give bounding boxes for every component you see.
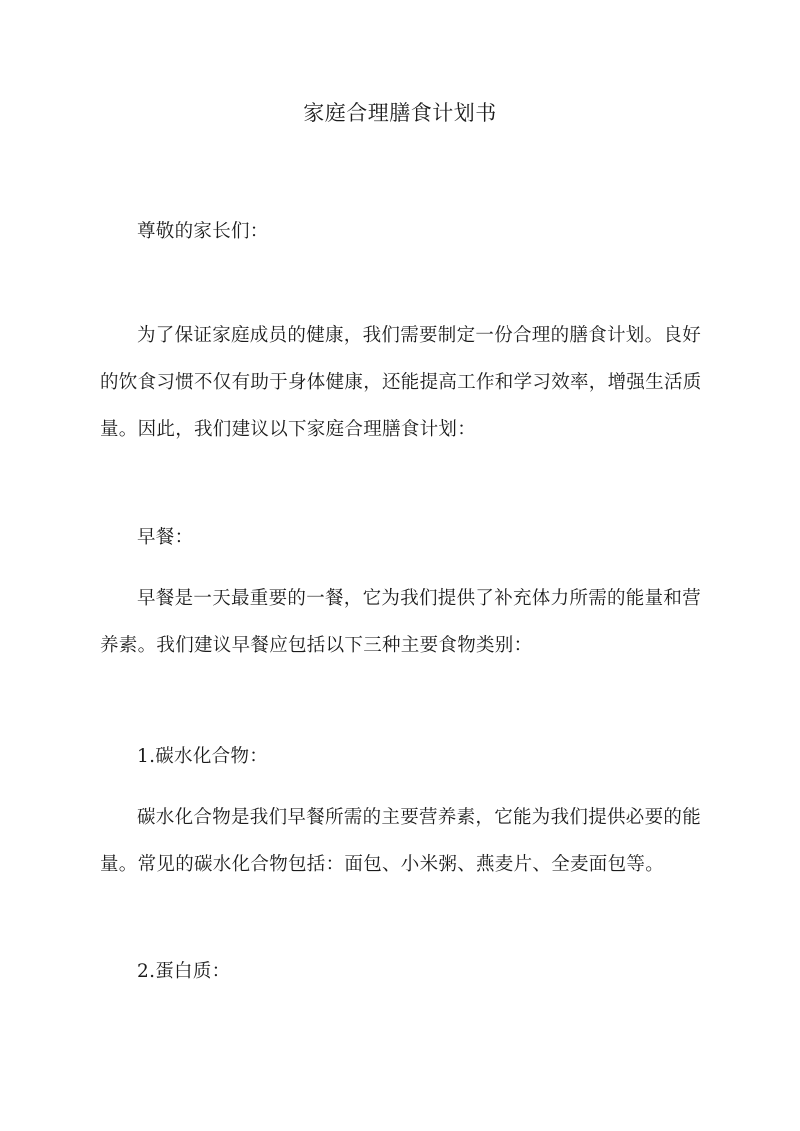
breakfast-paragraph: [100, 575, 704, 669]
breakfast-line: 早餐是一天最重要的一餐，它为我们提供了补充体力所需的能量和营: [137, 588, 702, 609]
carbohydrate-line: 碳水化合物是我们早餐所需的主要营养素，它能为我们提供必要的能: [137, 807, 702, 828]
greeting: 尊敬的家长们：: [137, 221, 269, 242]
breakfast-heading: 早餐：: [137, 527, 194, 548]
carbohydrate-paragraph: [100, 794, 704, 888]
intro-line: 为了保证家庭成员的健康，我们需要制定一份合理的膳食计划。良好: [137, 325, 702, 346]
intro-line: 的饮食习惯不仅有助于身体健康，还能提高工作和学习效率，增强生活质: [100, 372, 702, 393]
carbohydrate-line: 量。常见的碳水化合物包括：面包、小米粥、燕麦片、全麦面包等。: [100, 854, 665, 875]
breakfast-line: 养素。我们建议早餐应包括以下三种主要食物类别：: [100, 635, 533, 656]
protein-heading: 2.蛋白质：: [137, 961, 231, 982]
intro-paragraph: [100, 312, 704, 453]
intro-line: 量。因此，我们建议以下家庭合理膳食计划：: [100, 419, 477, 440]
document-title: 家庭合理膳食计划书: [303, 101, 497, 125]
carbohydrate-heading: 1.碳水化合物：: [137, 746, 269, 767]
